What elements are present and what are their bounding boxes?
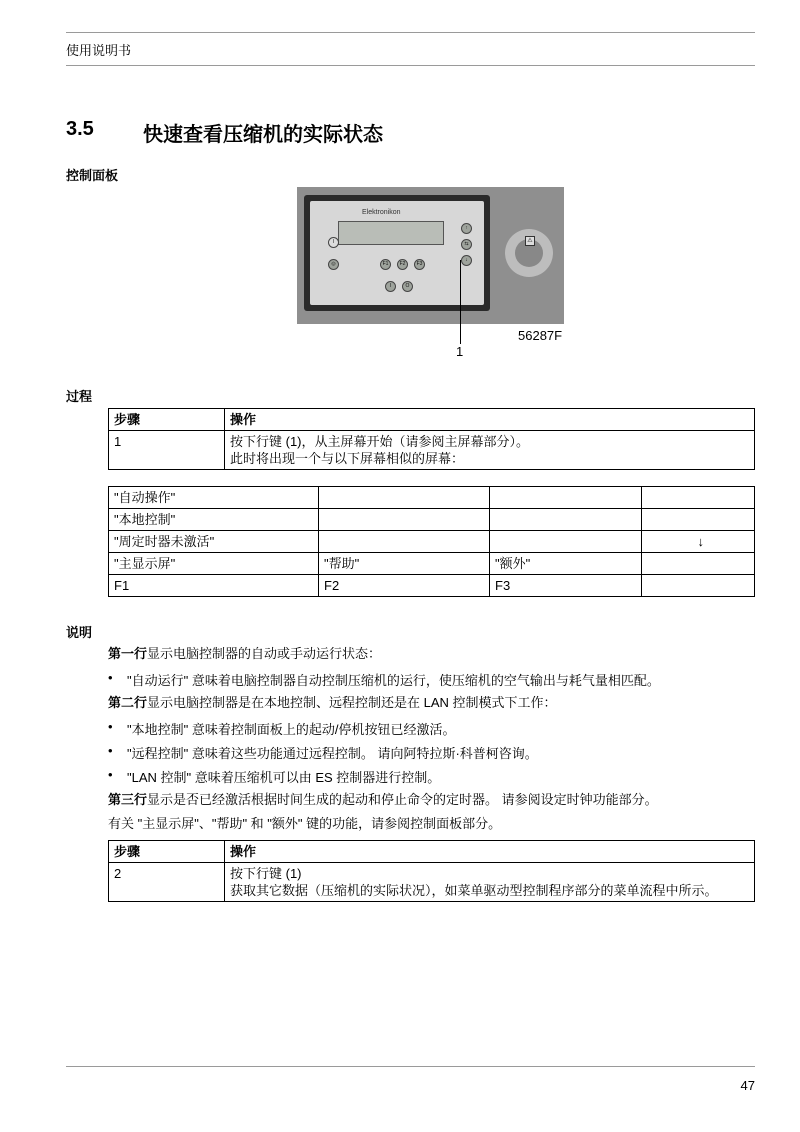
header-rule-top xyxy=(66,32,755,33)
screen-cell xyxy=(490,509,642,531)
action-line: 此时将出现一个与以下屏幕相似的屏幕： xyxy=(230,451,465,466)
bold-term: 第二行 xyxy=(108,695,148,710)
brand-label: Elektronikon xyxy=(362,209,401,216)
screen-cell xyxy=(490,531,642,553)
reset-key: ◎ xyxy=(328,259,339,270)
action-cell xyxy=(225,863,755,902)
col-step: 步骤 xyxy=(109,409,225,431)
action-cell xyxy=(225,431,755,470)
warning-icon: ⚠ xyxy=(525,236,535,246)
page-number: 47 xyxy=(740,1078,755,1093)
bullet-text: "远程控制" 意味着这些功能通过远程控制。 请向阿特拉斯·科普柯咨询。 xyxy=(127,746,538,761)
down-arrow-icon: ↓ xyxy=(642,531,755,553)
procedure-heading: 过程 xyxy=(66,389,93,404)
bullet-dot: • xyxy=(108,670,113,685)
paragraph-text: 显示电脑控制器是在本地控制、远程控制还是在 LAN 控制模式下工作： xyxy=(147,695,557,710)
col-action: 操作 xyxy=(225,841,755,863)
power-key: I xyxy=(328,237,339,248)
screen-cell xyxy=(642,509,755,531)
step-cell: 1 xyxy=(109,431,225,470)
bullet-text: "LAN 控制" 意味着压缩机可以由 ES 控制器进行控制。 xyxy=(127,770,441,785)
bullet-dot: • xyxy=(108,767,113,782)
procedure-table-1 xyxy=(108,408,755,470)
screen-row-2: "本地控制" xyxy=(109,509,319,531)
callout-line xyxy=(460,260,461,344)
bullet-text: "本地控制" 意味着控制面板上的起动/停机按钮已经激活。 xyxy=(127,722,456,737)
bullet-text: "自动运行" 意味着电脑控制器自动控制压缩机的运行，使压缩机的空气输出与耗气量相匹配。 xyxy=(127,673,660,688)
bullet-dot: • xyxy=(108,719,113,734)
callout-number: 1 xyxy=(456,344,464,359)
up-key: ↑ xyxy=(461,223,472,234)
col-step: 步骤 xyxy=(109,841,225,863)
section-title: 快速查看压缩机的实际状态 xyxy=(143,124,383,146)
col-action: 操作 xyxy=(225,409,755,431)
bullet-dot: • xyxy=(108,743,113,758)
paragraph-text: 显示电脑控制器的自动或手动运行状态： xyxy=(147,646,382,661)
screen-row-1: "自动操作" xyxy=(109,487,319,509)
lcd-display xyxy=(338,221,444,245)
start-key: I xyxy=(385,281,396,292)
paragraph-line-2 xyxy=(108,694,557,711)
screen-cell xyxy=(319,509,490,531)
panel-frame xyxy=(304,195,490,311)
step-cell: 2 xyxy=(109,863,225,902)
screen-softkey-label: "额外" xyxy=(490,553,642,575)
action-line: 获取其它数据（压缩机的实际状况），如菜单驱动型控制程序部分的菜单流程中所示。 xyxy=(230,883,718,898)
control-panel-photo xyxy=(297,187,564,324)
footer-rule xyxy=(66,1066,755,1067)
procedure-table-2 xyxy=(108,840,755,902)
screen-fkey: F3 xyxy=(490,575,642,597)
screen-cell xyxy=(642,575,755,597)
bold-term: 第一行 xyxy=(108,646,148,661)
screen-fkey: F2 xyxy=(319,575,490,597)
f2-key: F2 xyxy=(397,259,408,270)
screen-softkey-label: "主显示屏" xyxy=(109,553,319,575)
paragraph-line-1 xyxy=(108,645,381,662)
screen-cell xyxy=(642,487,755,509)
action-line: 按下行键 (1) xyxy=(230,866,302,881)
paragraph-line-4: 有关 "主显示屏"、"帮助" 和 "额外" 键的功能，请参阅控制面板部分。 xyxy=(108,816,502,831)
control-panel-heading: 控制面板 xyxy=(66,168,119,183)
tab-key: ⇆ xyxy=(461,239,472,250)
section-number: 3.5 xyxy=(66,118,94,140)
stop-key: O xyxy=(402,281,413,292)
f3-key: F3 xyxy=(414,259,425,270)
screen-fkey: F1 xyxy=(109,575,319,597)
f1-key: F1 xyxy=(380,259,391,270)
screen-cell xyxy=(319,487,490,509)
running-header: 使用说明书 xyxy=(66,43,132,58)
paragraph-line-3 xyxy=(108,791,658,808)
screen-table xyxy=(108,486,755,597)
action-line: 按下行键 (1)，从主屏幕开始（请参阅主屏幕部分）。 xyxy=(230,434,530,449)
screen-cell xyxy=(319,531,490,553)
screen-row-3: "周定时器未激活" xyxy=(109,531,319,553)
bold-term: 第三行 xyxy=(108,792,148,807)
explanation-heading: 说明 xyxy=(66,625,93,640)
photo-code: 56287F xyxy=(518,328,563,343)
down-key: ↓ xyxy=(461,255,472,266)
screen-cell xyxy=(490,487,642,509)
header-rule-bottom xyxy=(66,65,755,66)
screen-softkey-label: "帮助" xyxy=(319,553,490,575)
screen-cell xyxy=(642,553,755,575)
paragraph-text: 显示是否已经激活根据时间生成的起动和停止命令的定时器。 请参阅设定时钟功能部分。 xyxy=(147,792,658,807)
panel-face xyxy=(310,201,484,305)
